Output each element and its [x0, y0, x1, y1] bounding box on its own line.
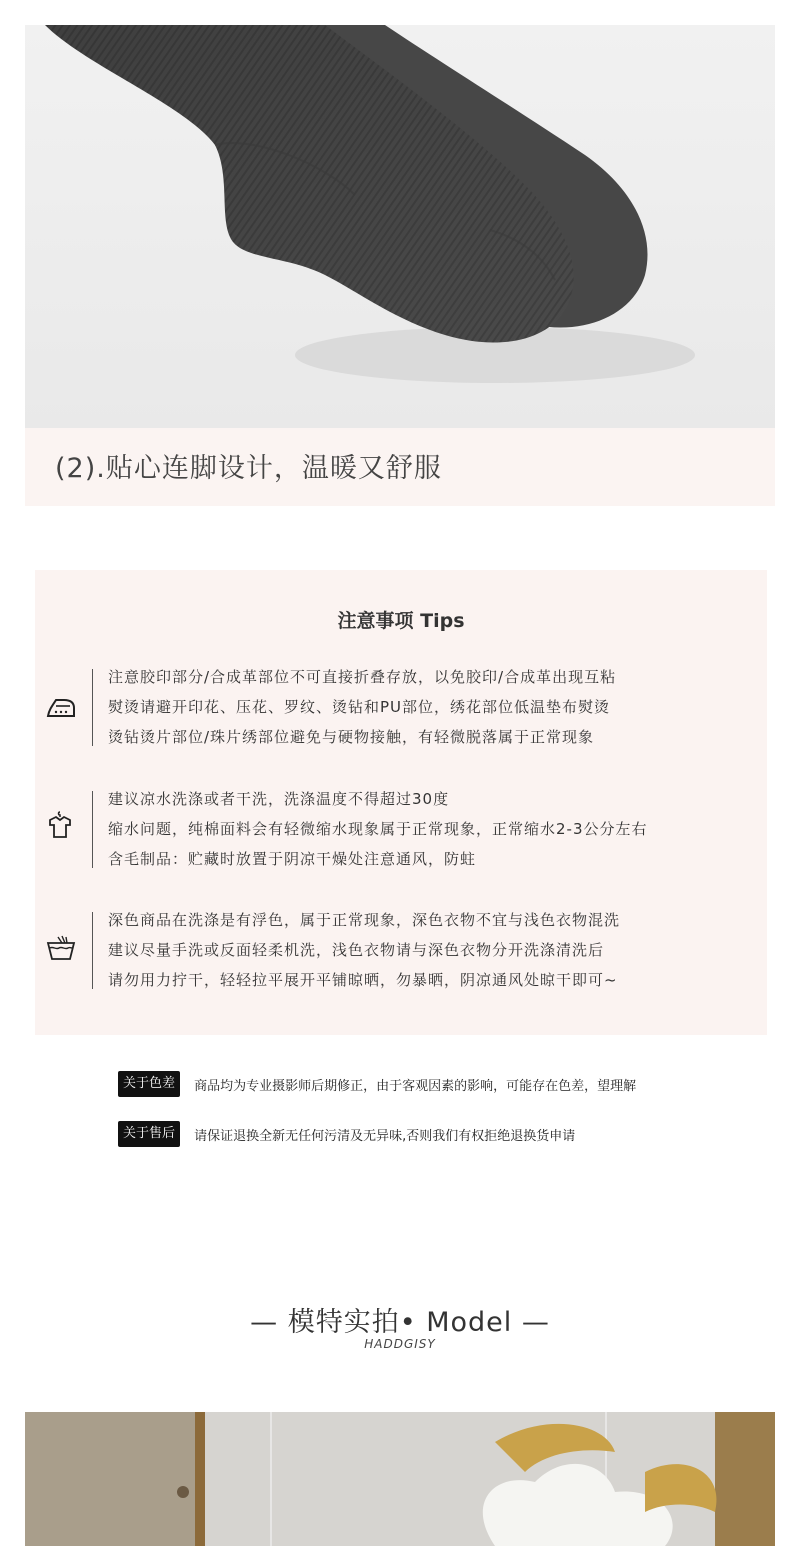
model-subtitle: HADDGISY [364, 1337, 436, 1351]
feature-caption-bar [25, 428, 775, 506]
tip-line: 注意胶印部分/合成革部位不可直接折叠存放，以免胶印/合成革出现互粘 [108, 668, 617, 686]
note-color-difference [118, 1071, 636, 1097]
tip-divider [92, 669, 93, 746]
iron-icon [44, 690, 78, 724]
product-photo-sock [25, 25, 775, 428]
tip-line: 建议尽量手洗或反面轻柔机洗，浅色衣物请与深色衣物分开洗涤清洗后 [108, 941, 605, 959]
tips-title: 注意事项 Tips [337, 610, 465, 632]
tip-line: 熨烫请避开印花、压花、罗纹、烫钻和PU部位，绣花部位低温垫布熨烫 [108, 698, 611, 716]
care-tips-card [35, 570, 767, 1035]
tip-lines [108, 662, 616, 752]
tip-divider [92, 912, 93, 989]
tip-line: 烫钻烫片部位/珠片绣部位避免与硬物接触，有轻微脱落属于正常现象 [108, 728, 595, 746]
note-after-sales [118, 1121, 575, 1147]
tip-lines [108, 905, 620, 995]
tip-divider [92, 791, 93, 868]
model-photo [25, 1412, 775, 1546]
model-title: — 模特实拍• Model — [250, 1307, 550, 1338]
shirt-hanger-icon [44, 808, 78, 842]
tip-lines [108, 784, 648, 874]
model-section-heading [0, 1300, 800, 1351]
feature-caption: (2).贴心连脚设计，温暖又舒服 [55, 453, 442, 484]
tip-line: 深色商品在洗涤是有浮色，属于正常现象，深色衣物不宜与浅色衣物混洗 [108, 911, 621, 929]
tip-line: 建议凉水洗涤或者干洗，洗涤温度不得超过30度 [108, 790, 450, 808]
note-badge: 关于售后 [118, 1121, 180, 1147]
tip-line: 含毛制品：贮藏时放置于阴凉干燥处注意通风，防蛀 [108, 850, 477, 868]
note-text: 商品均为专业摄影师后期修正，由于客观因素的影响，可能存在色差，望理解 [194, 1078, 637, 1094]
tip-line: 缩水问题，纯棉面料会有轻微缩水现象属于正常现象，正常缩水2-3公分左右 [108, 820, 648, 838]
tip-line: 请勿用力拧干，轻轻拉平展开平铺晾晒，勿暴晒，阴凉通风处晾干即可~ [108, 971, 618, 989]
note-text: 请保证退换全新无任何污清及无异味,否则我们有权拒绝退换货申请 [194, 1128, 576, 1144]
note-badge: 关于色差 [118, 1071, 180, 1097]
hand-wash-icon [44, 931, 78, 965]
